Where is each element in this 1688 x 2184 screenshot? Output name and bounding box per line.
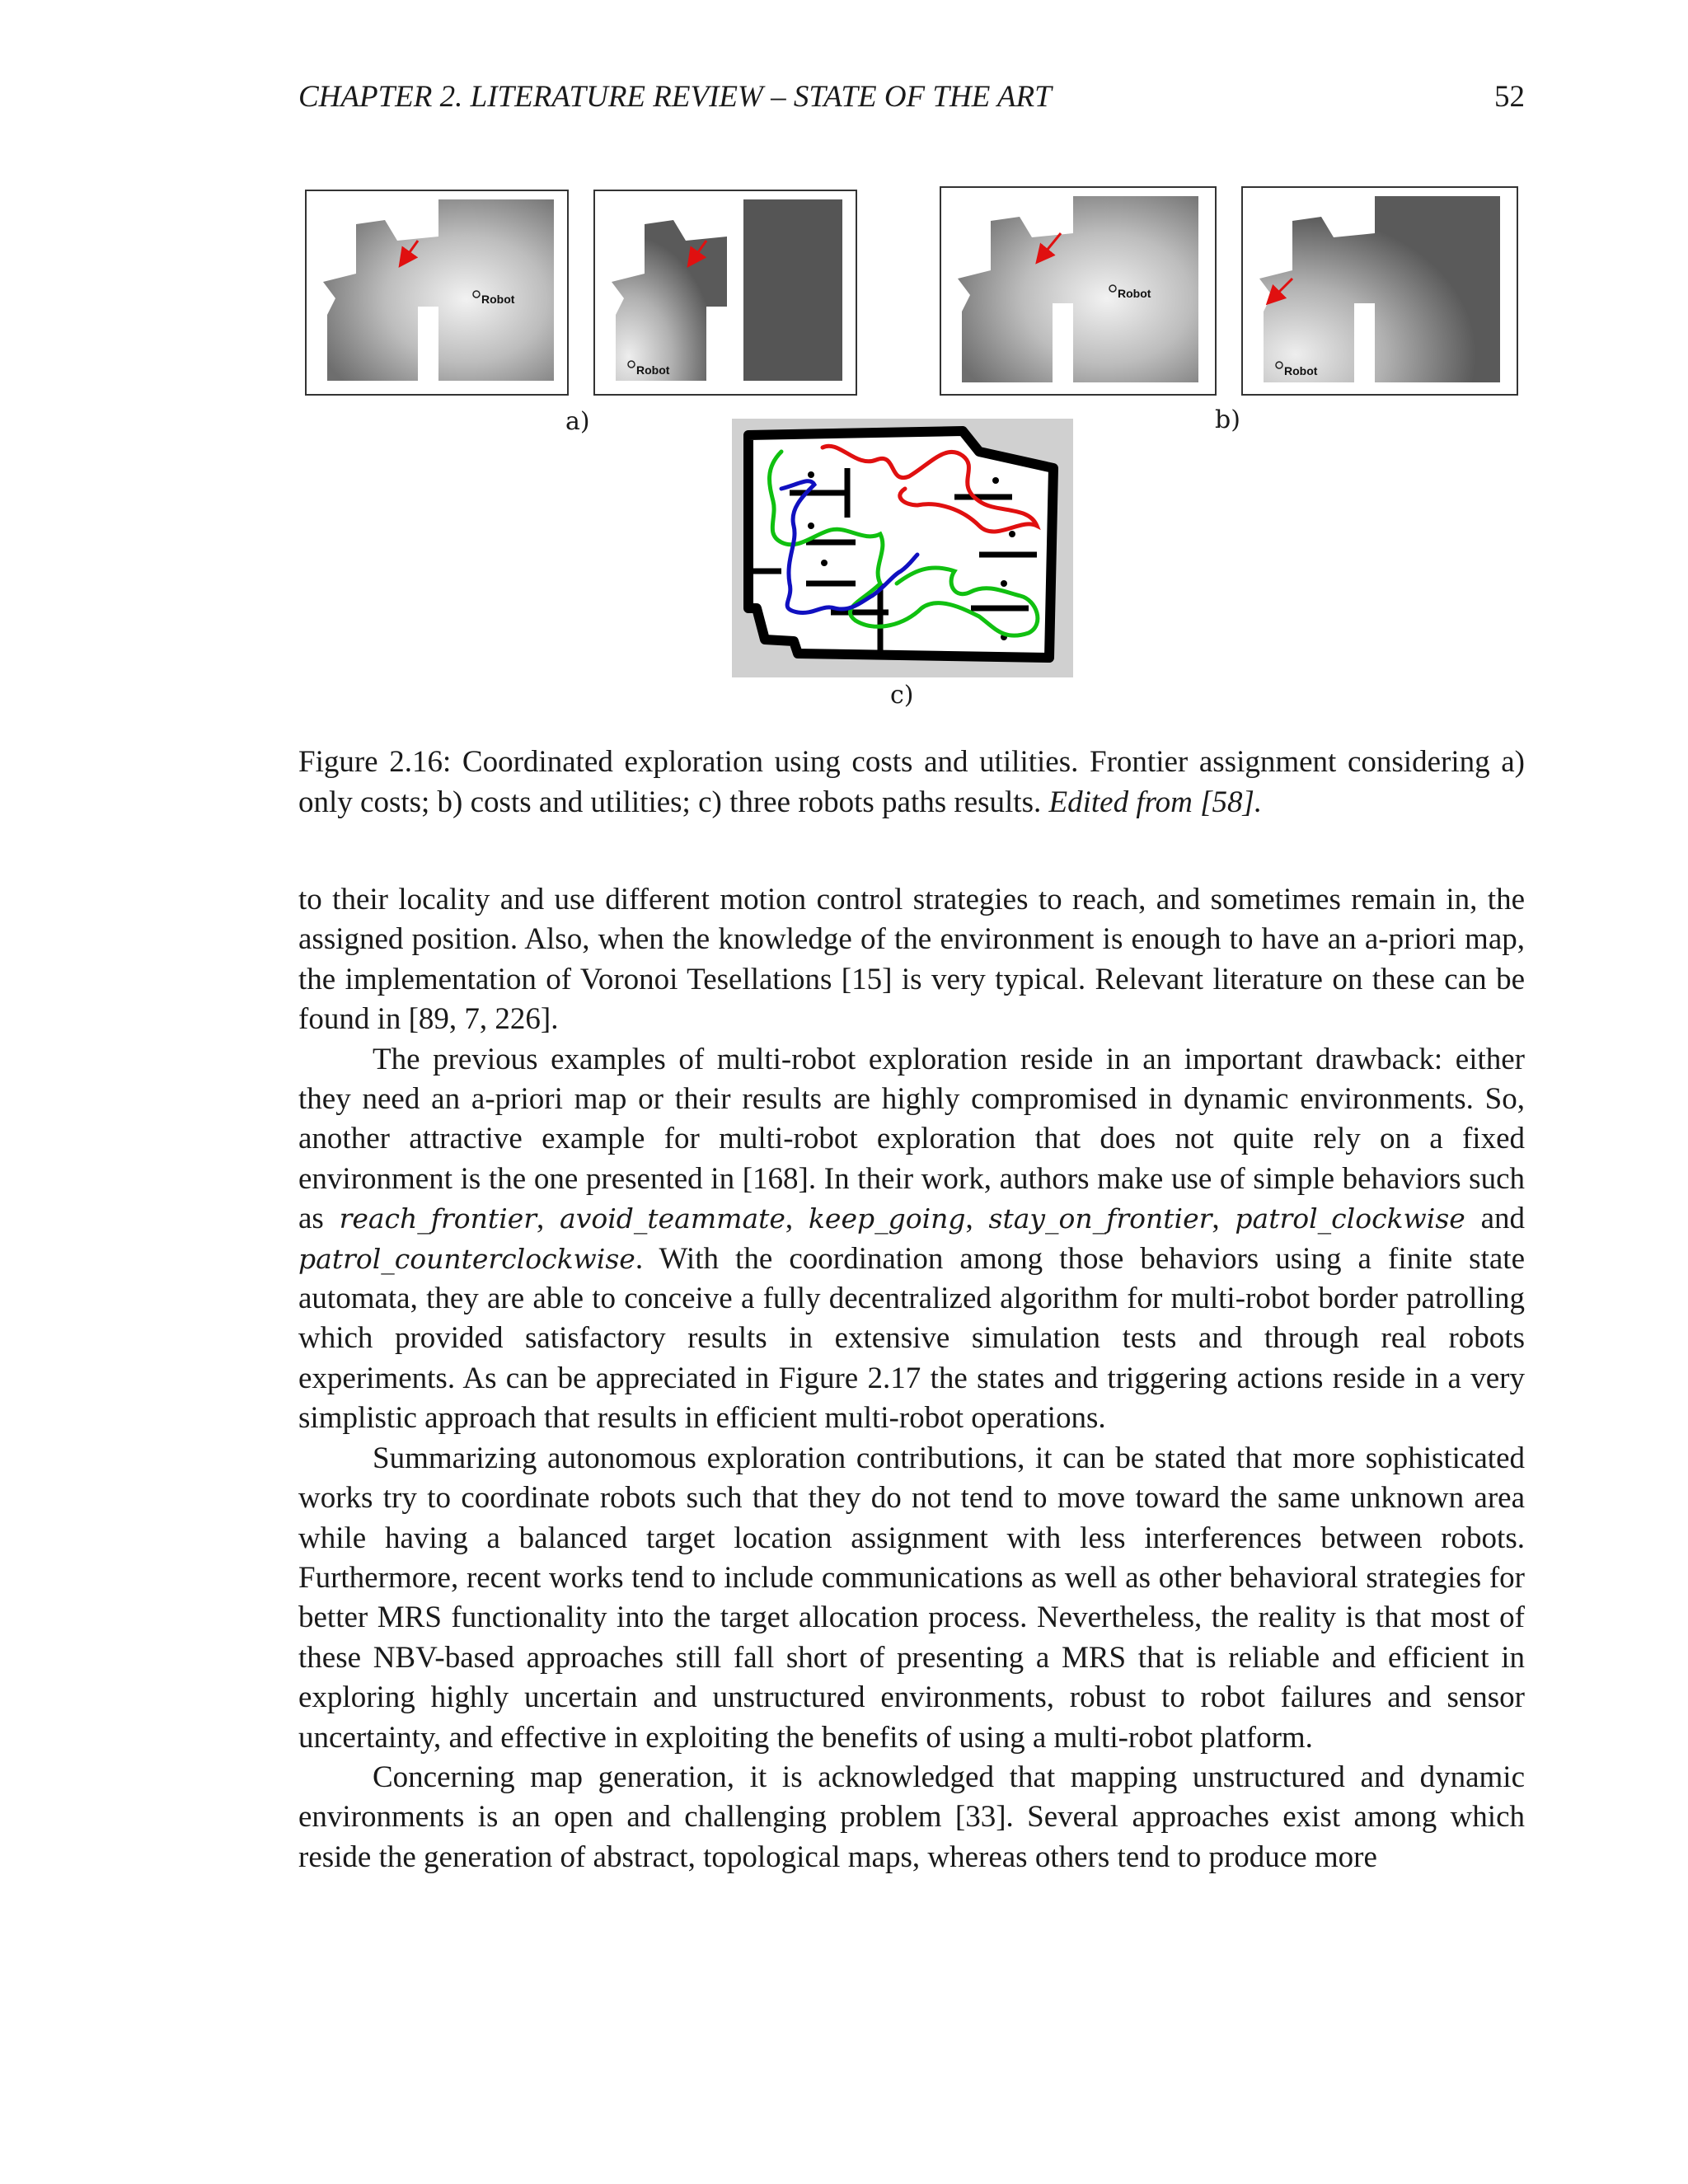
- separator: ,: [1212, 1202, 1236, 1236]
- paragraph-2-start: The previous examples of multi-robot exploration reside in an important drawback: either they need an a-priori map or their results are highly compromised in dynamic environments. So, another attractive example for multi-robot exploration that does not quite rely on a fixed environment is the one presented in [168]. In their work, authors make use of simple behaviors such as: [298, 1042, 1525, 1236]
- map-panel-b-right: [1241, 186, 1518, 396]
- map-panel-b-left: [940, 186, 1217, 396]
- robot-label: Robot: [481, 293, 515, 306]
- paragraph-1: to their locality and use different motion control strategies to reach, and sometimes remain in, the assigned position. Also, when the knowledge of the environment is enough to have an a-priori map, the implementation of Voronoi Tesellations [15] is very typical. Relevant literature on these can be found in [89, 7, 226].: [298, 883, 1525, 1037]
- sublabel-b: b): [1215, 405, 1240, 434]
- behavior-stay-on-frontier: stay_on_frontier: [988, 1202, 1212, 1235]
- behavior-patrol-clockwise: patrol_clockwise: [1235, 1202, 1465, 1235]
- separator: ,: [785, 1202, 809, 1236]
- robot-label: Robot: [1118, 287, 1151, 300]
- paragraph-2: [298, 1040, 1525, 1439]
- separator: ,: [965, 1202, 989, 1236]
- map-panel-a-left: [305, 190, 569, 396]
- sublabel-a: a): [565, 407, 590, 436]
- figure-2-16: [298, 186, 1525, 714]
- separator: ,: [537, 1202, 560, 1236]
- behavior-reach-frontier: reach_frontier: [339, 1202, 537, 1235]
- map-panel-a-right: [593, 190, 857, 396]
- robot-label: Robot: [1284, 364, 1318, 377]
- paragraph-4: Concerning map generation, it is acknowledged that mapping unstructured and dynamic environments is an open and challenging problem [33]. Several approaches exist among which reside the generation of abstract, topological maps, whereas others tend to produce more: [298, 1760, 1525, 1874]
- behavior-keep-going: keep_going: [808, 1202, 966, 1235]
- paragraph-2-end: . With the coordination among those behaviors using a finite state automata, they are able to conceive a fully decentralized algorithm for multi-robot border patrolling which provided satisfactory results in extensive simulation tests and through real robots experiments. As can be appreciated in Figure 2.17 the states and triggering actions reside in a very simplistic approach that results in efficient multi-robot operations.: [298, 1241, 1525, 1436]
- sublabel-c: c): [890, 681, 914, 710]
- paragraph-3: Summarizing autonomous exploration contributions, it can be stated that more sophisticated works try to coordinate robots such that they do not tend to move toward the same unknown area while having a balanced target location assignment with less interferences between robots. Furthermore, recent works tend to include communications as well as other behavioral strategies for better MRS functionality into the target allocation process. Nevertheless, the reality is that most of these NBV-based approaches still fall short of presenting a MRS that is reliable and efficient in exploring highly uncertain and unstructured environments, robust to robot failures and sensor uncertainty, and effective in exploiting the benefits of using a multi-robot platform.: [298, 1441, 1525, 1755]
- map-panel-c: [732, 419, 1073, 677]
- behavior-avoid-teammate: avoid_teammate: [560, 1202, 785, 1235]
- robot-paths-map: [732, 419, 1073, 677]
- running-header: [298, 79, 1525, 122]
- separator: and: [1465, 1202, 1525, 1236]
- body-text: [298, 880, 1525, 1877]
- chapter-title: CHAPTER 2. LITERATURE REVIEW – STATE OF THE ART: [298, 80, 1052, 114]
- behavior-patrol-counterclockwise: patrol_counterclockwise: [298, 1242, 635, 1275]
- caption-text: Figure 2.16: Coordinated exploration using costs and utilities. Frontier assignment considering a) only costs; b) costs and utilities; c) three robots paths results.: [298, 745, 1525, 819]
- robot-label: Robot: [636, 363, 670, 377]
- figure-caption: [298, 742, 1525, 823]
- caption-source: Edited from [58].: [1048, 785, 1263, 819]
- page-number: 52: [1494, 80, 1525, 114]
